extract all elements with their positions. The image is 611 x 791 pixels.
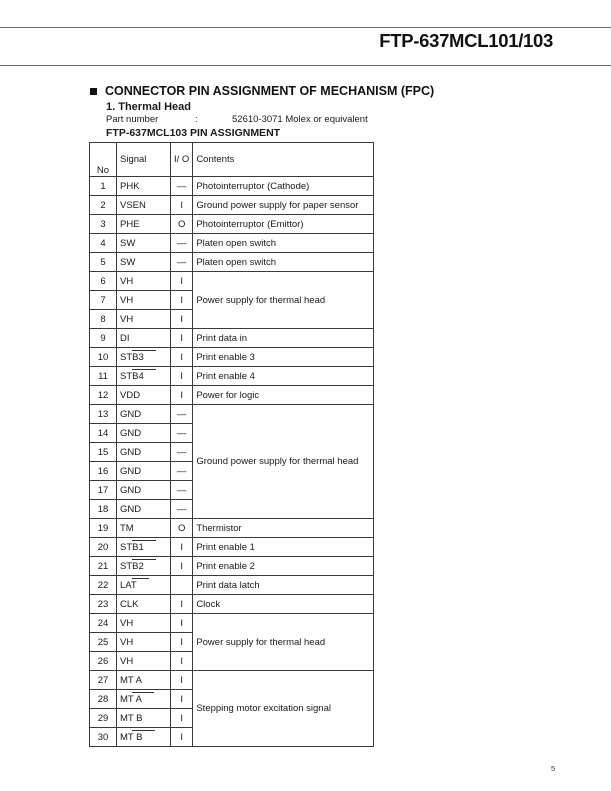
pin-no: 16 [90,462,117,481]
pin-signal [117,196,171,215]
pin-io: — [171,500,193,519]
pin-io: I [171,329,193,348]
top-rule [0,27,611,28]
pin-io: — [171,424,193,443]
pin-signal [117,348,171,367]
pin-io: I [171,671,193,690]
pin-contents: Photointerruptor (Cathode) [193,177,374,196]
pin-no: 9 [90,329,117,348]
pin-io: I [171,595,193,614]
pin-io: — [171,177,193,196]
pin-signal-text-active-low: MT A [120,693,142,705]
pin-signal-text: GND [120,446,142,458]
pin-signal-text-active-low: STB1 [120,541,144,553]
header-no: No [90,143,117,177]
pin-signal [117,272,171,291]
pin-io: I [171,291,193,310]
pin-signal [117,595,171,614]
pin-no: 24 [90,614,117,633]
pin-signal-text-active-low: STB2 [120,560,144,572]
table-row [90,367,374,386]
table-body [90,177,374,747]
pin-contents: Power supply for thermal head [193,272,374,329]
pin-signal [117,215,171,234]
table-row [90,329,374,348]
pin-io: — [171,405,193,424]
pin-no: 13 [90,405,117,424]
pin-io: I [171,690,193,709]
pin-io: — [171,443,193,462]
pin-signal [117,329,171,348]
pin-no: 2 [90,196,117,215]
pin-signal [117,690,171,709]
pin-contents: Print enable 2 [193,557,374,576]
table-row [90,614,374,633]
pin-signal [117,443,171,462]
pin-signal [117,386,171,405]
pin-contents: Print data latch [193,576,374,595]
pin-no: 25 [90,633,117,652]
pin-contents: Platen open switch [193,253,374,272]
pin-contents: Power for logic [193,386,374,405]
part-number-row [106,114,406,126]
pin-io: I [171,538,193,557]
pin-signal [117,234,171,253]
page-number: 5 [551,764,556,773]
pin-no: 10 [90,348,117,367]
pin-no: 15 [90,443,117,462]
pin-signal-text: MT A [120,674,142,686]
pin-signal-text: VDD [120,389,141,401]
pin-no: 5 [90,253,117,272]
pin-contents: Print data in [193,329,374,348]
table-row [90,386,374,405]
pin-signal-text: PHE [120,218,140,230]
sub-heading: 1. Thermal Head [106,101,191,113]
pin-no: 20 [90,538,117,557]
pin-signal-text: SW [120,256,136,268]
pin-signal-text: VH [120,294,134,306]
header-contents: Contents [193,143,374,177]
pin-signal-text: CLK [120,598,139,610]
pin-contents: Print enable 4 [193,367,374,386]
table-row [90,196,374,215]
pin-no: 19 [90,519,117,538]
table-row [90,234,374,253]
pin-contents: Power supply for thermal head [193,614,374,671]
pin-no: 23 [90,595,117,614]
pin-signal [117,633,171,652]
pin-no: 29 [90,709,117,728]
pin-io: I [171,272,193,291]
table-row [90,272,374,291]
section-heading-text: CONNECTOR PIN ASSIGNMENT OF MECHANISM (FPC) [105,84,435,98]
pin-signal [117,538,171,557]
pin-signal [117,462,171,481]
pin-signal [117,652,171,671]
pin-signal-text: VSEN [120,199,146,211]
pin-signal-text-active-low: STB3 [120,351,144,363]
pin-io: — [171,253,193,272]
pin-io: I [171,652,193,671]
document-title: FTP-637MCL101/103 [379,30,553,51]
header-signal: Signal [117,143,171,177]
pin-no: 18 [90,500,117,519]
pin-no: 11 [90,367,117,386]
pin-signal-text: GND [120,408,142,420]
square-bullet-icon [90,88,97,95]
pin-signal [117,576,171,595]
pin-io: — [171,234,193,253]
pin-no: 21 [90,557,117,576]
pin-signal-text: GND [120,484,142,496]
table-row [90,177,374,196]
pin-signal-text: VH [120,636,134,648]
pin-no: 26 [90,652,117,671]
pin-contents: Ground power supply for thermal head [193,405,374,519]
pin-contents: Stepping motor excitation signal [193,671,374,747]
pin-signal-text: GND [120,427,142,439]
pin-io: O [171,519,193,538]
pin-io: I [171,633,193,652]
part-number-label: Part number [106,114,159,125]
pin-no: 14 [90,424,117,443]
pin-no: 17 [90,481,117,500]
pin-signal-text-active-low: MT B [120,731,143,743]
pin-signal [117,177,171,196]
pin-signal-text: VH [120,617,134,629]
pin-no: 1 [90,177,117,196]
table-row [90,215,374,234]
pin-signal [117,481,171,500]
pin-io: I [171,196,193,215]
pin-signal [117,310,171,329]
pin-no: 22 [90,576,117,595]
pin-no: 6 [90,272,117,291]
pin-no: 4 [90,234,117,253]
pin-contents: Print enable 1 [193,538,374,557]
pin-signal [117,671,171,690]
pin-signal-text: PHK [120,180,140,192]
pin-signal [117,709,171,728]
pin-signal [117,519,171,538]
pin-io: O [171,215,193,234]
pin-assignment-table [89,142,374,747]
pin-signal-text: VH [120,313,134,325]
pin-io: I [171,367,193,386]
pin-io: I [171,614,193,633]
pin-contents: Clock [193,595,374,614]
pin-io: I [171,557,193,576]
pin-signal [117,291,171,310]
table-row [90,253,374,272]
pin-signal [117,424,171,443]
pin-signal-text: SW [120,237,136,249]
pin-io: — [171,481,193,500]
pin-signal-text: VH [120,275,134,287]
table-row [90,519,374,538]
pin-signal-text: DI [120,332,130,344]
pin-signal-text: VH [120,655,134,667]
pin-signal [117,253,171,272]
pin-signal [117,367,171,386]
pin-no: 30 [90,728,117,747]
table-row [90,671,374,690]
header-rule [0,65,611,66]
pin-signal-text-active-low: STB4 [120,370,144,382]
pin-signal-text: GND [120,503,142,515]
table-row [90,595,374,614]
table-row [90,557,374,576]
pin-signal-text: MT B [120,712,143,724]
pin-io: — [171,462,193,481]
pin-contents: Thermistor [193,519,374,538]
pin-io: I [171,310,193,329]
table-header-row [90,143,374,177]
table-row [90,405,374,424]
pin-contents: Print enable 3 [193,348,374,367]
pin-contents: Photointerruptor (Emittor) [193,215,374,234]
table-row [90,576,374,595]
pin-io: I [171,386,193,405]
pin-contents: Platen open switch [193,234,374,253]
header-io: I/ O [171,143,193,177]
table-row [90,538,374,557]
pin-contents: Ground power supply for paper sensor [193,196,374,215]
pin-no: 28 [90,690,117,709]
pin-io: I [171,709,193,728]
section-heading [90,84,434,98]
part-number-value: 52610-3071 Molex or equivalent [232,114,368,125]
pin-no: 3 [90,215,117,234]
pin-io: I [171,728,193,747]
pin-signal [117,405,171,424]
pin-signal [117,614,171,633]
pin-signal-text-active-low: LAT [120,579,137,591]
table-row [90,348,374,367]
pin-signal [117,728,171,747]
pin-io [171,576,193,595]
pin-no: 12 [90,386,117,405]
pin-no: 8 [90,310,117,329]
pin-io: I [171,348,193,367]
pin-no: 7 [90,291,117,310]
pin-signal-text: GND [120,465,142,477]
pin-signal-text: TM [120,522,134,534]
part-number-colon: : [195,114,198,125]
pin-signal [117,557,171,576]
table-title: FTP-637MCL103 PIN ASSIGNMENT [106,127,281,139]
pin-no: 27 [90,671,117,690]
pin-signal [117,500,171,519]
